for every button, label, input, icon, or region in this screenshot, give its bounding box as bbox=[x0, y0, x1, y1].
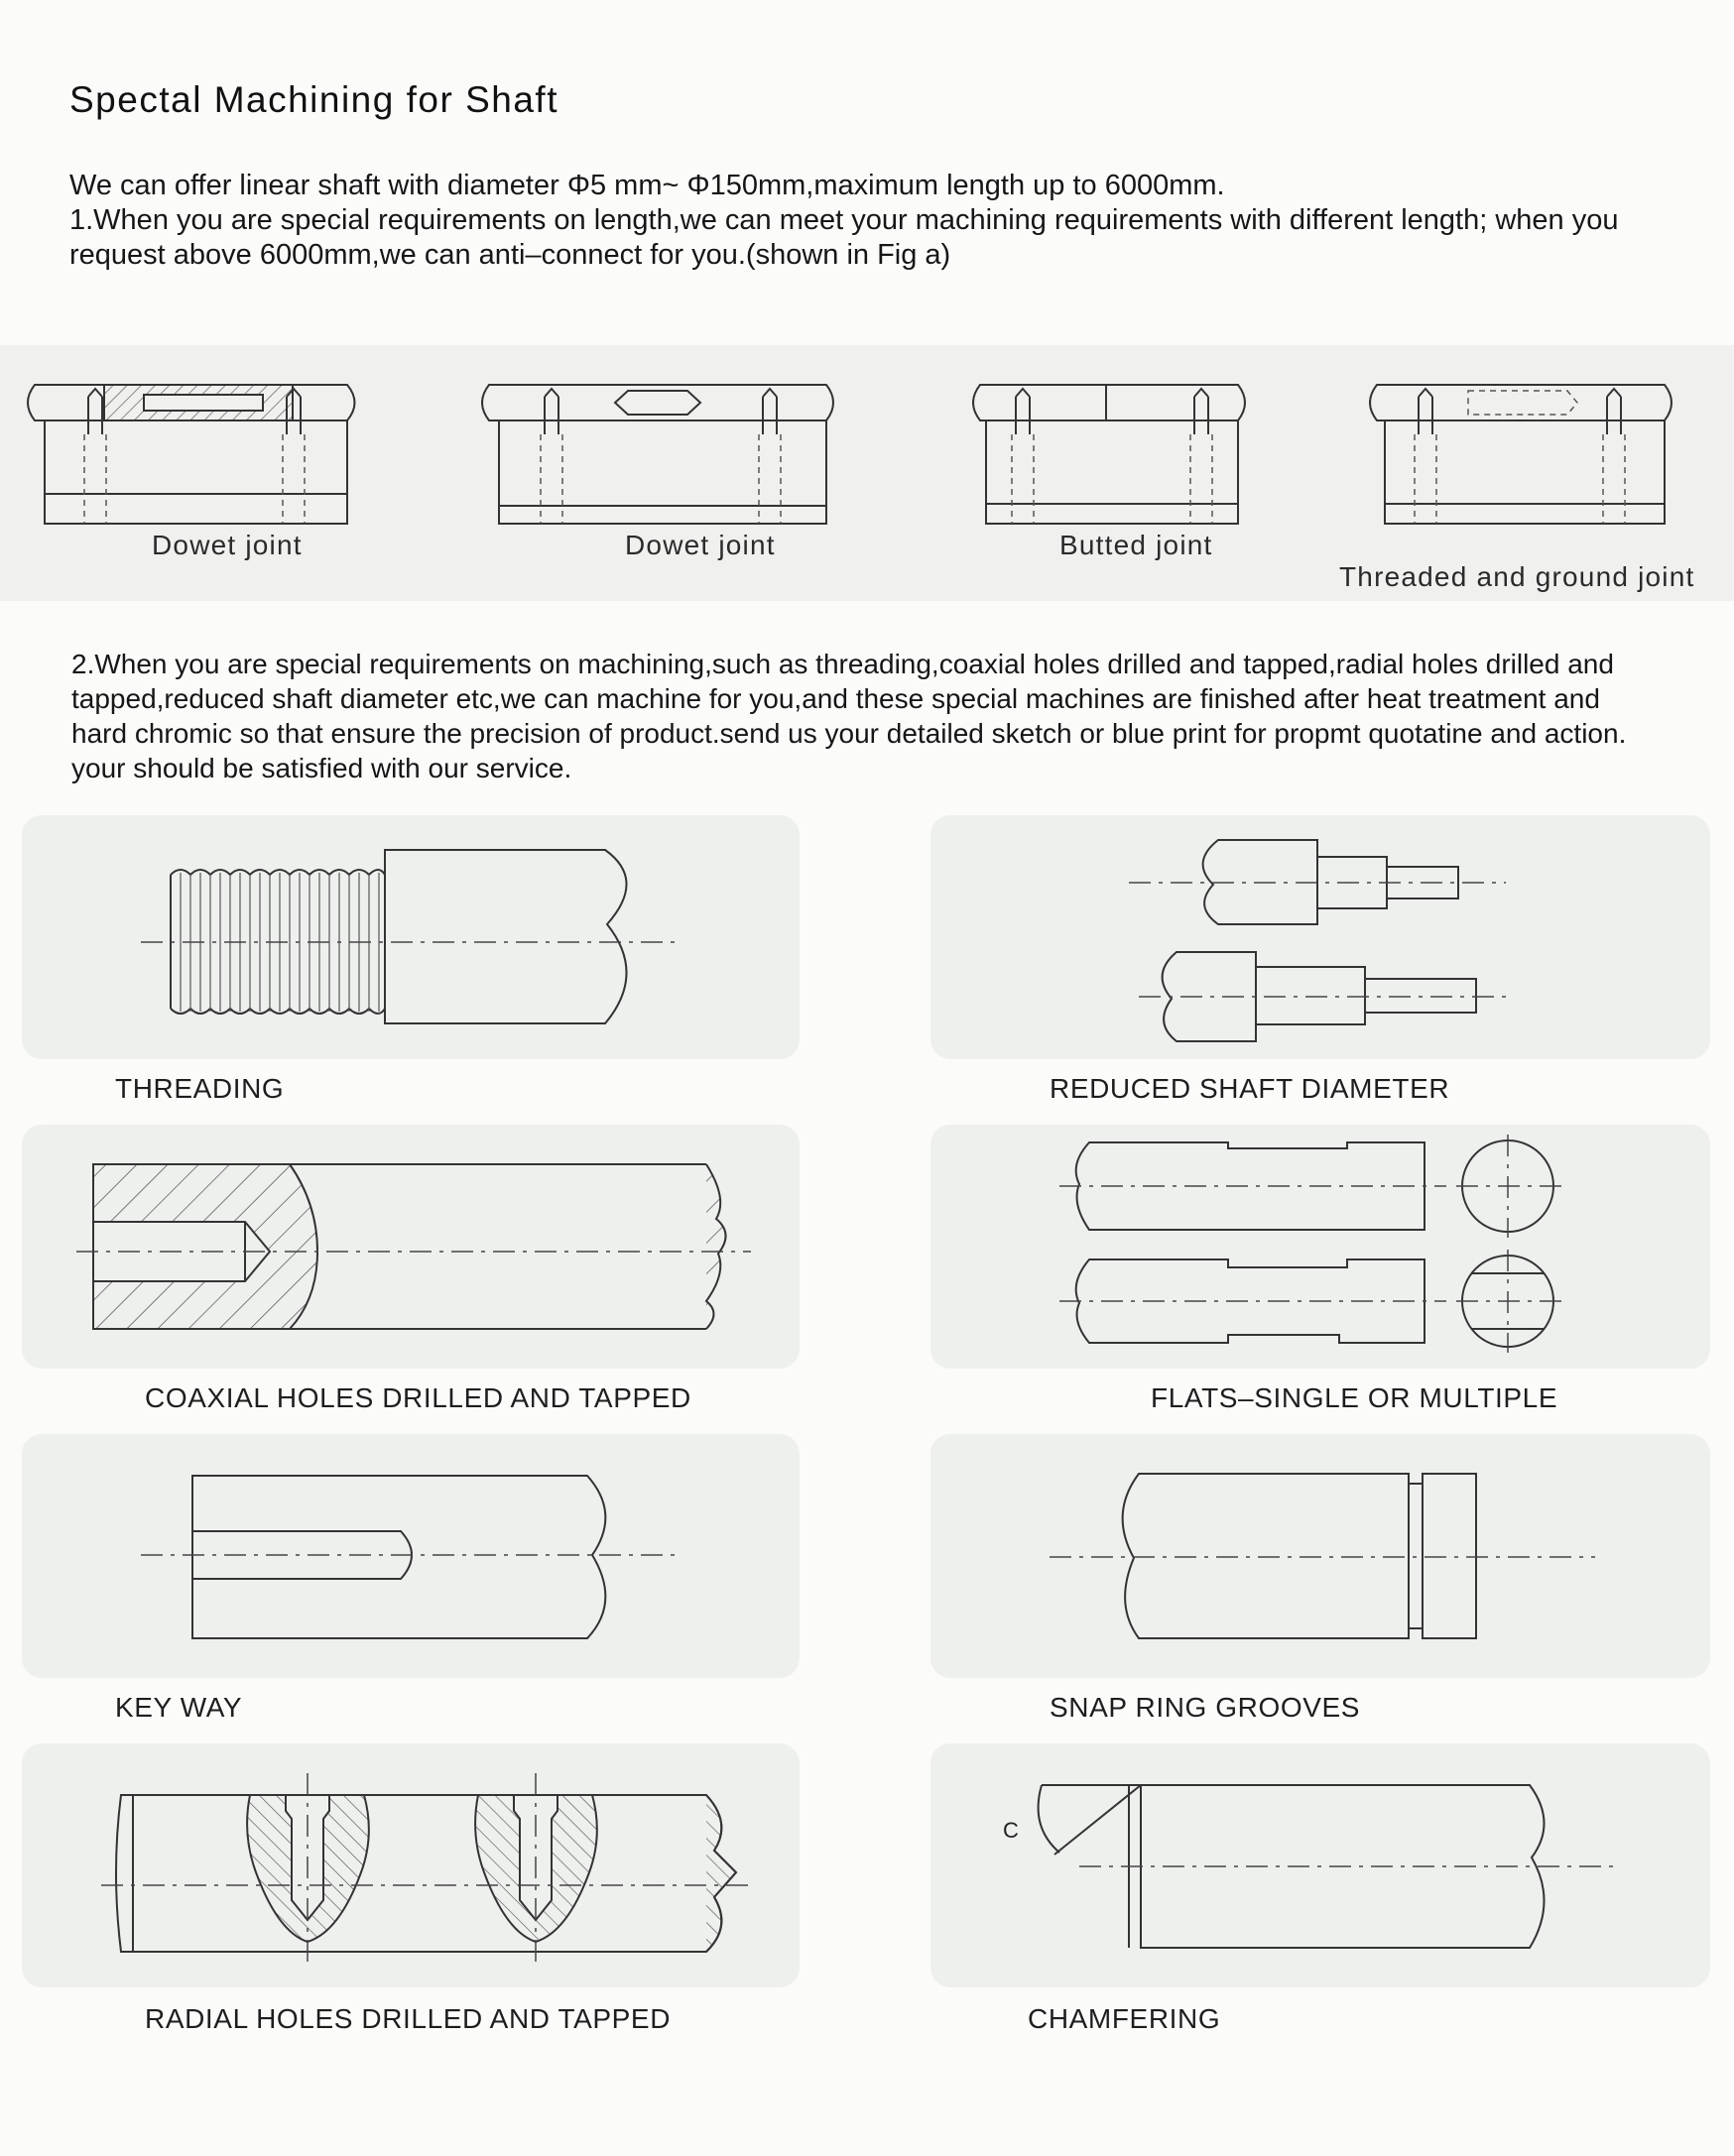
threading-panel bbox=[22, 815, 800, 1059]
panel-caption: COAXIAL HOLES DRILLED AND TAPPED bbox=[145, 1382, 691, 1413]
dowet-joint-1-diagram bbox=[25, 375, 372, 560]
machining-paragraph: 2.When you are special requirements on machining,such as threading,coaxial holes drilled and tapped,radial holes drilled and tapped,reduced shaft diameter etc,we can machine for you,and these special machines are finished after heat treatment and hard chromic so that ensure the precision of product.send us your detailed sketch or blue print for propmt quotatine and action. your should be satisfied with our service. bbox=[71, 649, 1627, 783]
dowet-joint-2-diagram bbox=[481, 375, 848, 560]
threading-drawing bbox=[22, 815, 800, 1059]
intro-text bbox=[69, 169, 1686, 273]
reduced-diameter-panel bbox=[930, 815, 1710, 1059]
flats-panel bbox=[930, 1125, 1710, 1369]
panel-caption: SNAP RING GROOVES bbox=[1050, 1692, 1361, 1723]
panel-caption: FLATS–SINGLE OR MULTIPLE bbox=[1151, 1382, 1558, 1413]
snap-ring-drawing bbox=[930, 1434, 1710, 1678]
threaded-ground-joint-diagram bbox=[1339, 375, 1716, 592]
reduced-diameter-drawing bbox=[930, 815, 1710, 1059]
dowet-joint-2-drawing bbox=[481, 375, 848, 534]
snap-ring-panel bbox=[930, 1434, 1710, 1678]
keyway-drawing bbox=[22, 1434, 800, 1678]
chamfering-drawing bbox=[930, 1743, 1710, 1987]
intro-line-2: 1.When you are special requirements on length,we can meet your machining requirements with different length; when you request above 6000mm,we can anti–connect for you.(shown in Fig a) bbox=[69, 204, 1619, 271]
page-title: Spectal Machining for Shaft bbox=[69, 79, 558, 120]
panel-caption: RADIAL HOLES DRILLED AND TAPPED bbox=[145, 2003, 672, 2034]
joint-label: Dowet joint bbox=[152, 530, 303, 560]
radial-holes-panel bbox=[22, 1743, 800, 1987]
joint-label: Threaded and ground joint bbox=[1339, 561, 1695, 592]
joint-label: Dowet joint bbox=[625, 530, 776, 560]
panel-caption: THREADING bbox=[115, 1073, 285, 1104]
keyway-panel bbox=[22, 1434, 800, 1678]
panel-caption: CHAMFERING bbox=[1028, 2003, 1221, 2034]
threaded-ground-joint-drawing bbox=[1369, 375, 1716, 534]
panel-caption: KEY WAY bbox=[115, 1692, 243, 1723]
dowet-joint-1-drawing bbox=[25, 375, 372, 534]
coaxial-holes-panel bbox=[22, 1125, 800, 1369]
butted-joint-diagram bbox=[972, 375, 1260, 560]
panel-caption: REDUCED SHAFT DIAMETER bbox=[1050, 1073, 1450, 1104]
coaxial-holes-drawing bbox=[22, 1125, 800, 1369]
joint-label: Butted joint bbox=[1059, 530, 1213, 560]
butted-joint-drawing bbox=[972, 375, 1260, 534]
chamfering-panel bbox=[930, 1743, 1710, 1987]
chamfer-angle-label: C bbox=[1003, 1818, 1019, 1843]
flats-drawing bbox=[930, 1125, 1710, 1369]
intro-line-1: We can offer linear shaft with diameter Φ5 mm~ Φ150mm,maximum length up to 6000mm. bbox=[69, 170, 1225, 201]
radial-holes-drawing bbox=[22, 1743, 800, 1987]
joint-diagram-band bbox=[0, 345, 1734, 601]
